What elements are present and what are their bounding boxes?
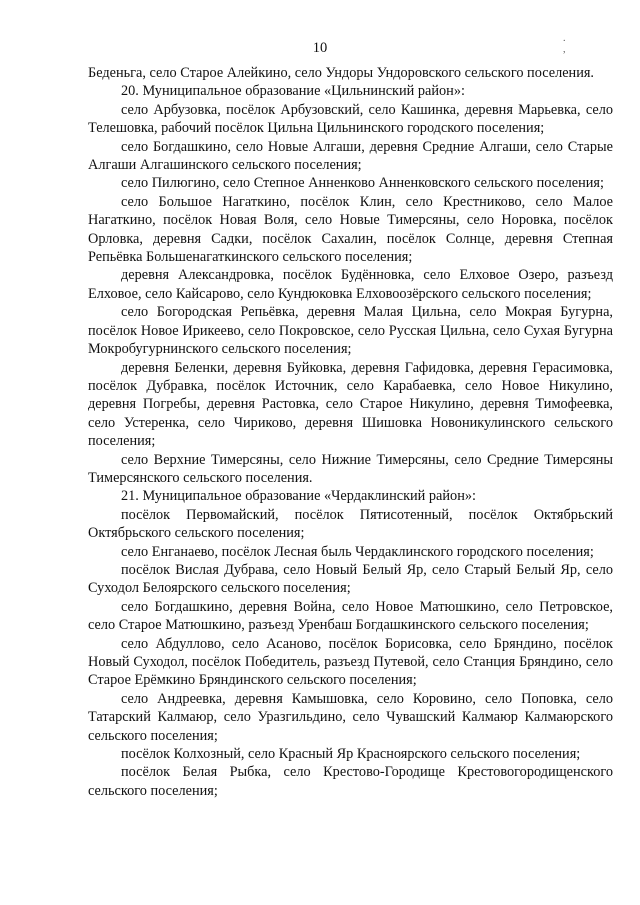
paragraph: село Пилюгино, село Степное Анненково Анненковского сельского поселения; — [121, 175, 604, 192]
paragraph: посёлок Белая Рыбка, село Крестово-Городище Крестовогородищенского сельского поселения; — [88, 764, 613, 799]
paragraph: деревня Александровка, посёлок Будённовка, село Елховое Озеро, разъезд Елховое, село Кайсарово, село Кундюковка Елховоозёрского сельского поселения; — [88, 267, 613, 302]
paragraph: село Енганаево, посёлок Лесная быль Чердаклинского городского поселения; — [121, 543, 594, 560]
paragraph: 21. Муниципальное образование «Чердаклинский район»: — [121, 488, 476, 505]
paragraph: деревня Беленки, деревня Буйковка, деревня Гафидовка, деревня Герасимовка, посёлок Дубравка, посёлок Источник, село Карабаевка, село Новое Никулино, деревня Погребы, деревня Растовка, село Старое Никулино, деревня Тимофеевка, село Устеренка, село Чириково, деревня Шишовка Новоникулинского сельского поселения; — [88, 359, 613, 450]
paragraph: 20. Муниципальное образование «Цильнинский район»: — [121, 83, 465, 100]
paragraph: Беденьга, село Старое Алейкино, село Ундоры Ундоровского сельского поселения. — [88, 65, 595, 81]
paragraph: село Арбузовка, посёлок Арбузовский, село Кашинка, деревня Марьевка, село Телешовка, рабочий посёлок Цильна Цильнинского городского поселения; — [88, 101, 613, 137]
paragraph: село Богдашкино, село Новые Алгаши, деревня Средние Алгаши, село Старые Алгаши Алгашинского сельского поселения; — [88, 138, 613, 174]
paragraph: село Абдуллово, село Асаново, посёлок Борисовка, село Бряндино, посёлок Новый Суходол, посёлок Победитель, разъезд Путевой, село Станция Бряндино, село Старое Ерёмкино Бряндинского сельского поселения; — [88, 635, 613, 689]
paragraph: село Богдашкино, деревня Война, село Новое Матюшкино, село Петровское, село Старое Матюшкино, разъезд Уренбаш Богдашкинского сельского поселения; — [88, 598, 613, 634]
paragraph: село Богородская Репьёвка, деревня Малая Цильна, село Мокрая Бугурна, посёлок Новое Ирикеево, село Покровское, село Русская Цильна, село Сухая Бугурна Мокробугурнинского сельского поселения; — [88, 304, 613, 358]
paragraph: село Верхние Тимерсяны, село Нижние Тимерсяны, село Средние Тимерсяны Тимерсянского сельского поселения. — [88, 451, 613, 486]
paragraph: село Большое Нагаткино, посёлок Клин, село Крестниково, село Малое Нагаткино, посёлок Новая Воля, село Новые Тимерсяны, село Норовка, посёлок Орловка, деревня Садки, посёлок Сахалин, посёлок Солнце, деревня Степная Репьёвка Большенагаткинского сельского поселения; — [88, 193, 613, 266]
corner-marks: . , — [563, 33, 596, 55]
paragraph: село Андреевка, деревня Камышовка, село Коровино, село Поповка, село Татарский Калмаюр, село Уразгильдино, село Чувашский Калмаюр Калмаюрского сельского поселения; — [88, 690, 613, 744]
paragraph: посёлок Первомайский, посёлок Пятисотенный, посёлок Октябрьский Октябрьского сельского поселения; — [88, 506, 613, 542]
page-number: 10 — [312, 40, 328, 56]
document-body — [88, 64, 613, 800]
paragraph: посёлок Вислая Дубрава, село Новый Белый Яр, село Старый Белый Яр, село Суходол Белоярского сельского поселения; — [88, 561, 613, 597]
paragraph: посёлок Колхозный, село Красный Яр Красноярского сельского поселения; — [121, 746, 581, 763]
